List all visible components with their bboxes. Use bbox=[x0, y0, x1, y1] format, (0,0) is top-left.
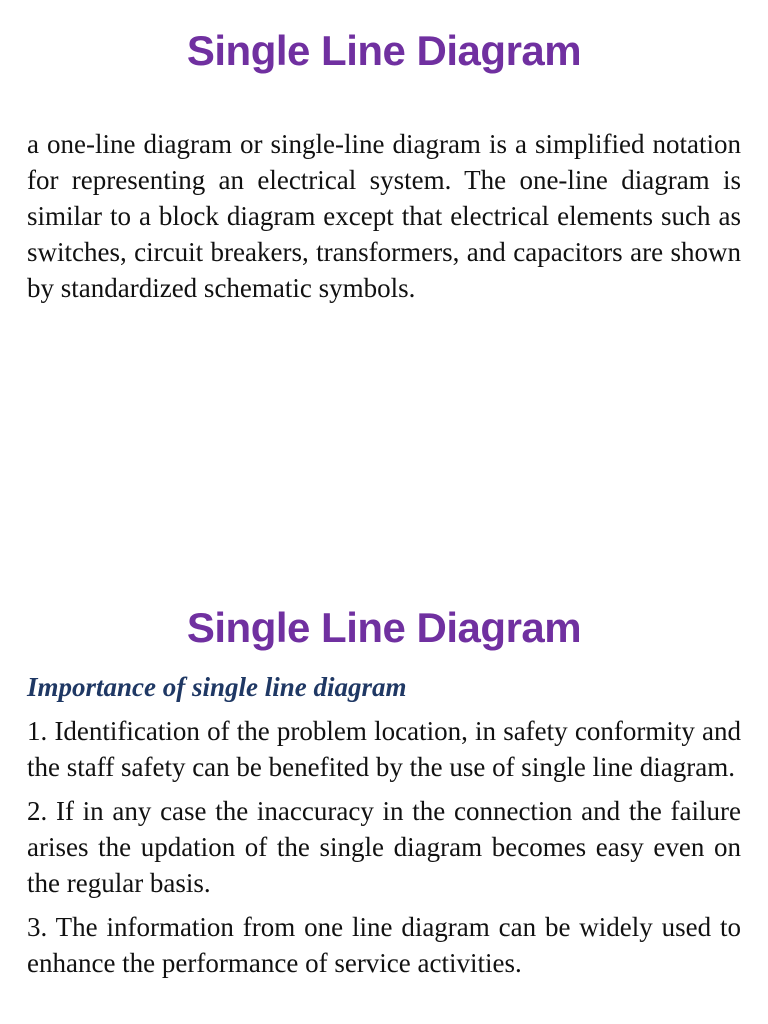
definition-paragraph: a one-line diagram or single-line diagram is a simplified notation for representing an electrical system. The one-line diagram is similar to a block diagram except that electrical elements such as switches, circuit breakers, transformers, and capacitors are shown by standardized schematic symbols. bbox=[27, 129, 741, 303]
list-item: 3. The information from one line diagram can be widely used to enhance the performance of service activities. bbox=[27, 912, 741, 978]
slide-title: Single Line Diagram bbox=[186, 604, 582, 651]
slide-title: Single Line Diagram bbox=[186, 27, 582, 74]
list-item: 2. If in any case the inaccuracy in the connection and the failure arises the updation of the single diagram becomes easy even on the regular basis. bbox=[27, 796, 741, 898]
slide-2 bbox=[0, 512, 768, 1024]
importance-list bbox=[27, 713, 741, 989]
list-item: 1. Identification of the problem location, in safety conformity and the staff safety can be benefited by the use of single line diagram. bbox=[27, 716, 741, 782]
section-subheading: Importance of single line diagram bbox=[27, 672, 407, 702]
